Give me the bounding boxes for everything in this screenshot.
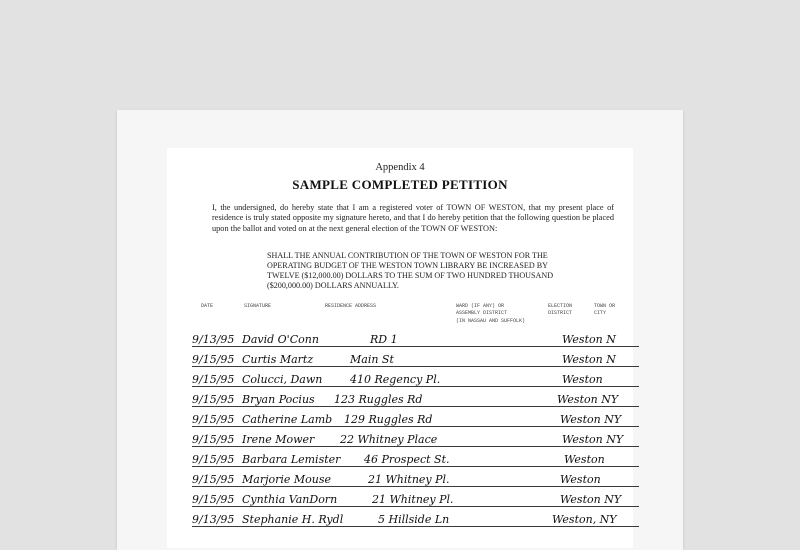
col-header-district: DISTRICT (548, 310, 573, 316)
row-signature: Stephanie H. Rydl (242, 513, 344, 526)
petition-row (192, 450, 639, 467)
row-signature: Curtis Martz (242, 353, 314, 366)
row-address: 129 Ruggles Rd (344, 413, 433, 426)
row-date: 9/15/95 (192, 473, 235, 486)
row-address: Main St (350, 353, 394, 366)
row-town: Weston (564, 453, 605, 466)
row-address: 46 Prospect St. (364, 453, 450, 466)
row-rule (192, 426, 639, 427)
petition-row (192, 330, 639, 347)
row-town: Weston NY (560, 493, 622, 506)
row-signature: David O'Conn (242, 333, 319, 346)
row-date: 9/15/95 (192, 453, 235, 466)
petition-page (167, 148, 633, 548)
appendix-label: Appendix 4 (375, 162, 425, 173)
petition-title: SAMPLE COMPLETED PETITION (292, 177, 508, 192)
col-header-signature: SIGNATURE (244, 303, 272, 309)
col-header-date: DATE (201, 303, 214, 309)
row-town: Weston NY (562, 433, 624, 446)
petition-row (192, 490, 639, 507)
col-header-ward: WARD (IF ANY) OR (456, 303, 505, 309)
row-rule (192, 446, 639, 447)
row-town: Weston N (562, 353, 616, 366)
row-rule (192, 526, 639, 527)
row-address: 410 Regency Pl. (350, 373, 441, 386)
row-rule (192, 366, 639, 367)
col-header-election: ELECTION (548, 303, 573, 309)
row-rule (192, 406, 639, 407)
petition-row (192, 390, 639, 407)
row-rule (192, 386, 639, 387)
row-town: Weston, NY (552, 513, 617, 526)
row-date: 9/13/95 (192, 333, 235, 346)
ballot-question: SHALL THE ANNUAL CONTRIBUTION OF THE TOWN OF WESTON FOR THE OPERATING BUDGET OF THE WESTON TOWN LIBRARY BE INCREASED BY TWELVE ($12,000.00) DOLLARS TO THE SUM OF TWO HUNDRED THOUSAND ($200,000.00) DOLLARS ANNUALLY. (267, 251, 554, 290)
petition-intro: I, the undersigned, do hereby state that I am a registered voter of TOWN OF WESTON, that my present place of residence is truly stated opposite my signature hereto, and that I do hereby petition that the following question be placed upon the ballot and voted on at the next general election of the TOWN OF WESTON: (212, 203, 614, 233)
row-signature: Marjorie Mouse (242, 473, 332, 486)
row-town: Weston N (562, 333, 616, 346)
row-town: Weston NY (560, 413, 622, 426)
col-header-nassau: (IN NASSAU AND SUFFOLK) (456, 318, 526, 324)
col-header-assembly: ASSEMBLY DISTRICT (456, 310, 508, 316)
row-date: 9/15/95 (192, 393, 235, 406)
col-header-residence: RESIDENCE ADDRESS (325, 303, 377, 309)
row-address: RD 1 (370, 333, 398, 346)
petition-row (192, 350, 639, 367)
row-signature: Cynthia VanDorn (242, 493, 338, 506)
row-date: 9/15/95 (192, 353, 235, 366)
row-address: 22 Whitney Place (340, 433, 438, 446)
petition-row (192, 410, 639, 427)
row-signature: Catherine Lamb (242, 413, 333, 426)
petition-row (192, 370, 639, 387)
row-signature: Colucci, Dawn (242, 373, 323, 386)
row-rule (192, 486, 639, 487)
row-signature: Barbara Lemister (242, 453, 341, 466)
row-date: 9/15/95 (192, 413, 235, 426)
row-signature: Irene Mower (242, 433, 315, 446)
col-header-town: TOWN OR (594, 303, 616, 309)
row-address: 5 Hillside Ln (378, 513, 450, 526)
row-address: 21 Whitney Pl. (368, 473, 450, 486)
row-date: 9/13/95 (192, 513, 235, 526)
petition-row (192, 510, 639, 527)
row-date: 9/15/95 (192, 493, 235, 506)
row-rule (192, 466, 639, 467)
petition-row (192, 430, 639, 447)
petition-row (192, 470, 639, 487)
row-signature: Bryan Pocius (242, 393, 315, 406)
row-town: Weston (562, 373, 603, 386)
row-address: 21 Whitney Pl. (372, 493, 454, 506)
row-rule (192, 346, 639, 347)
col-header-city: CITY (594, 310, 607, 316)
row-town: Weston (560, 473, 601, 486)
row-rule (192, 506, 639, 507)
row-town: Weston NY (557, 393, 619, 406)
row-date: 9/15/95 (192, 433, 235, 446)
row-date: 9/15/95 (192, 373, 235, 386)
row-address: 123 Ruggles Rd (334, 393, 423, 406)
